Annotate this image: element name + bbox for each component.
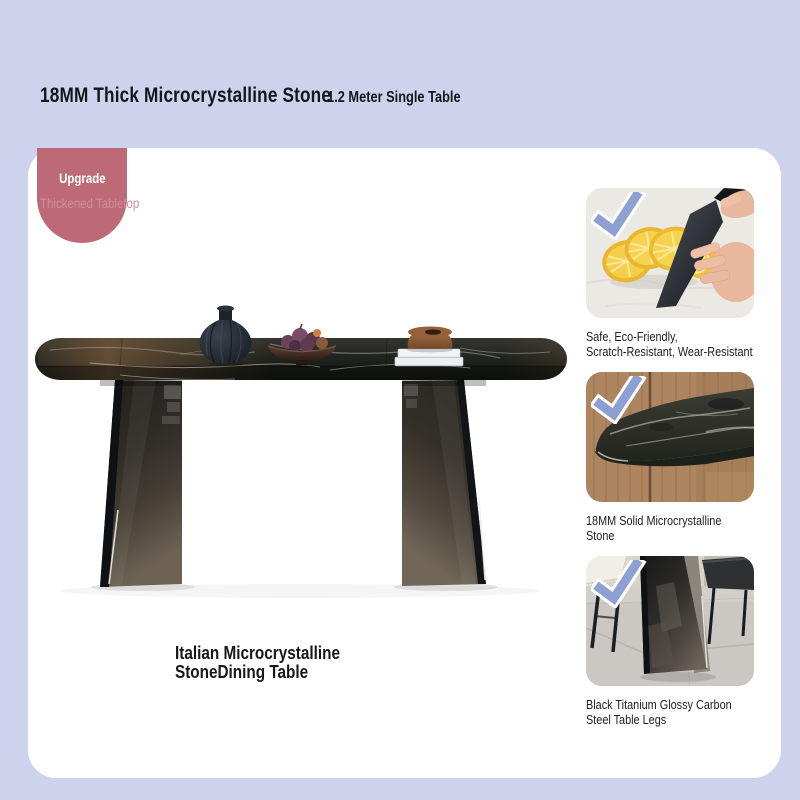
- feature-legs: [586, 556, 786, 728]
- feature-safety: [586, 188, 786, 360]
- upgrade-badge-sublabel: Thickened Tabletop: [40, 196, 140, 211]
- feature-stone: [586, 372, 786, 544]
- caption-line: Black Titanium Glossy Carbon: [586, 698, 732, 712]
- page-title: [40, 83, 461, 108]
- caption-line: 18MM Solid Microcrystalline: [586, 514, 722, 528]
- feature-image-lemon-cutting: [586, 188, 754, 318]
- caption-line: Stone: [586, 529, 615, 543]
- feature-caption-stone: [586, 514, 760, 544]
- caption-line: Scratch-Resistant, Wear-Resistant: [586, 345, 753, 359]
- table-left-leg: [100, 380, 182, 587]
- product-name-line2: StoneDining Table: [175, 662, 309, 682]
- product-name-line1: Italian Microcrystalline: [175, 643, 340, 663]
- check-icon: [591, 376, 647, 424]
- feature-caption-safety: [586, 330, 760, 360]
- caption-line: Safe, Eco-Friendly,: [586, 330, 678, 344]
- title-sub: 1.2 Meter Single Table: [327, 89, 461, 106]
- feature-image-stone-edge: [586, 372, 754, 502]
- upgrade-badge-label: Upgrade: [58, 171, 106, 186]
- caption-line: Steel Table Legs: [586, 713, 667, 727]
- table-right-leg: [402, 380, 486, 586]
- product-name: [175, 644, 340, 682]
- content-card: [28, 148, 781, 778]
- main-product-image: [30, 180, 570, 620]
- check-icon: [591, 560, 647, 608]
- feature-image-table-legs: [586, 556, 754, 686]
- title-main: 18MM Thick Microcrystalline Stone: [40, 83, 332, 107]
- vase: [200, 306, 252, 367]
- feature-caption-legs: [586, 698, 760, 728]
- check-icon: [591, 192, 647, 240]
